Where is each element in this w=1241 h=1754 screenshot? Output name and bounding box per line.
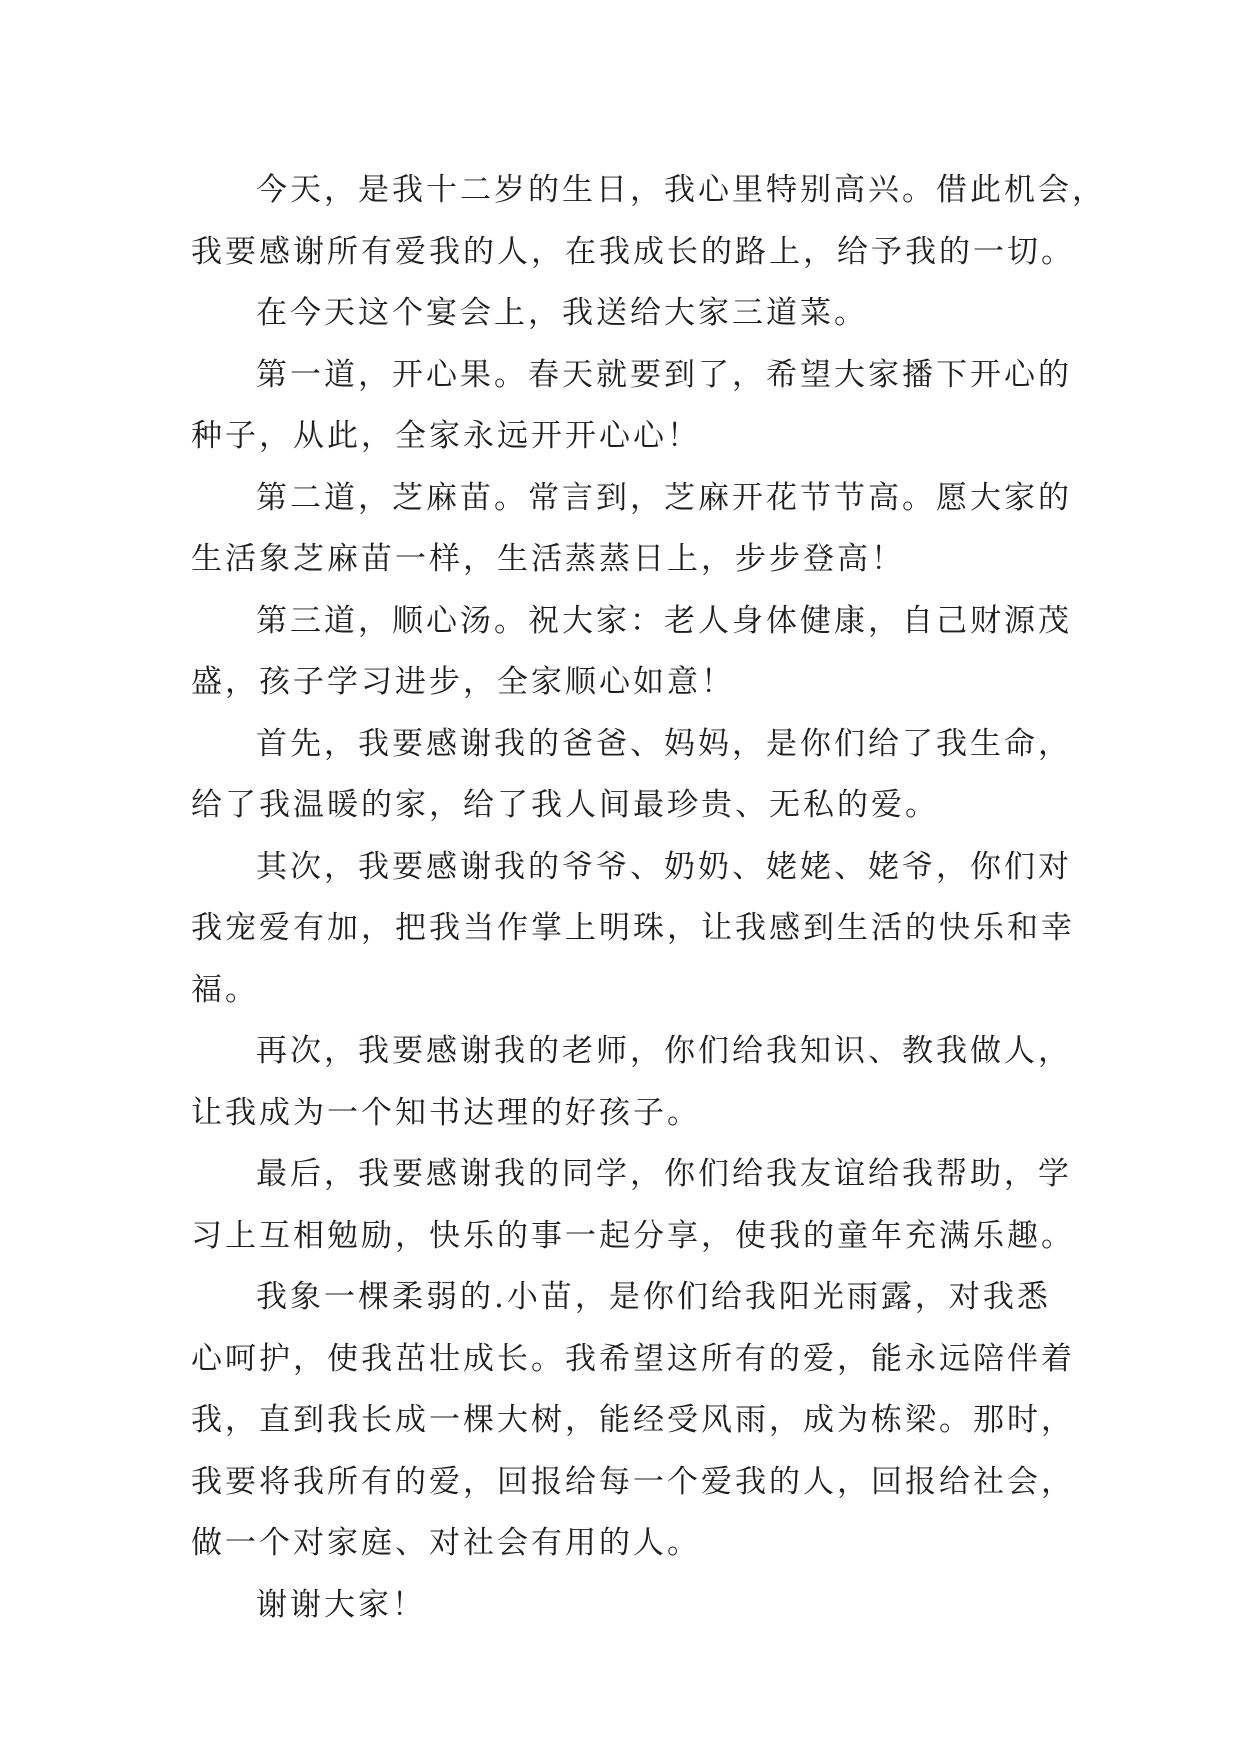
text-line: 首先，我要感谢我的爸爸、妈妈，是你们给了我生命，	[256, 725, 1072, 762]
text-line: 第一道，开心果。春天就要到了，希望大家播下开心的	[256, 356, 1072, 393]
text-line: 盛，孩子学习进步，全家顺心如意！	[191, 664, 735, 700]
text-line: 我，直到我长成一棵大树，能经受风雨，成为栋梁。那时，	[191, 1402, 1075, 1438]
text-line: 我象一棵柔弱的.小苗，是你们给我阳光雨露，对我悉	[256, 1279, 1051, 1315]
paragraph-thanks-grandparents	[191, 837, 1075, 1022]
paragraph-second-dish	[191, 468, 1071, 591]
text-line: 我宠爱有加，把我当作掌上明珠，让我感到生活的快乐和幸	[191, 910, 1075, 946]
text-line: 福。	[191, 971, 259, 1008]
paragraph-thanks-parents	[191, 714, 1071, 837]
text-line: 生活象芝麻苗一样，生活蒸蒸日上，步步登高！	[191, 541, 905, 577]
document-body	[191, 160, 1106, 1636]
paragraph-birthday-intro	[191, 160, 1106, 283]
text-line: 习上互相勉励，快乐的事一起分享，使我的童年充满乐趣。	[191, 1217, 1075, 1254]
text-line: 我要感谢所有爱我的人，在我成长的路上，给予我的一切。	[191, 233, 1075, 270]
text-line: 让我成为一个知书达理的好孩子。	[191, 1094, 701, 1131]
text-line: 最后，我要感谢我的同学，你们给我友谊给我帮助，学	[256, 1156, 1072, 1192]
text-line: 再次，我要感谢我的老师，你们给我知识、教我做人，	[256, 1033, 1072, 1069]
text-line: 我要将我所有的爱，回报给每一个爱我的人，回报给社会，	[191, 1463, 1075, 1500]
paragraph-thanks-classmates	[191, 1144, 1075, 1267]
text-line: 谢谢大家！	[256, 1586, 426, 1623]
text-line: 第二道，芝麻苗。常言到，芝麻开花节节高。愿大家的	[256, 479, 1072, 516]
paragraph-first-dish	[191, 345, 1071, 468]
paragraph-three-dishes	[191, 283, 1071, 345]
paragraph-thanks-teachers	[191, 1021, 1071, 1144]
paragraph-seedling	[191, 1267, 1075, 1575]
text-line: 心呵护，使我茁壮成长。我希望这所有的爱，能永远陪伴着	[191, 1340, 1075, 1377]
paragraph-closing	[191, 1575, 1071, 1637]
text-line: 今天，是我十二岁的生日，我心里特别高兴。借此机会，	[256, 172, 1106, 208]
text-line: 种子，从此，全家永远开开心心！	[191, 418, 701, 454]
text-line: 给了我温暖的家，给了我人间最珍贵、无私的爱。	[191, 787, 939, 823]
paragraph-third-dish	[191, 591, 1071, 714]
text-line: 在今天这个宴会上，我送给大家三道菜。	[256, 295, 868, 331]
text-line: 第三道，顺心汤。祝大家：老人身体健康，自己财源茂	[256, 602, 1072, 639]
text-line: 做一个对家庭、对社会有用的人。	[191, 1525, 701, 1561]
text-line: 其次，我要感谢我的爷爷、奶奶、姥姥、姥爷，你们对	[256, 848, 1072, 885]
